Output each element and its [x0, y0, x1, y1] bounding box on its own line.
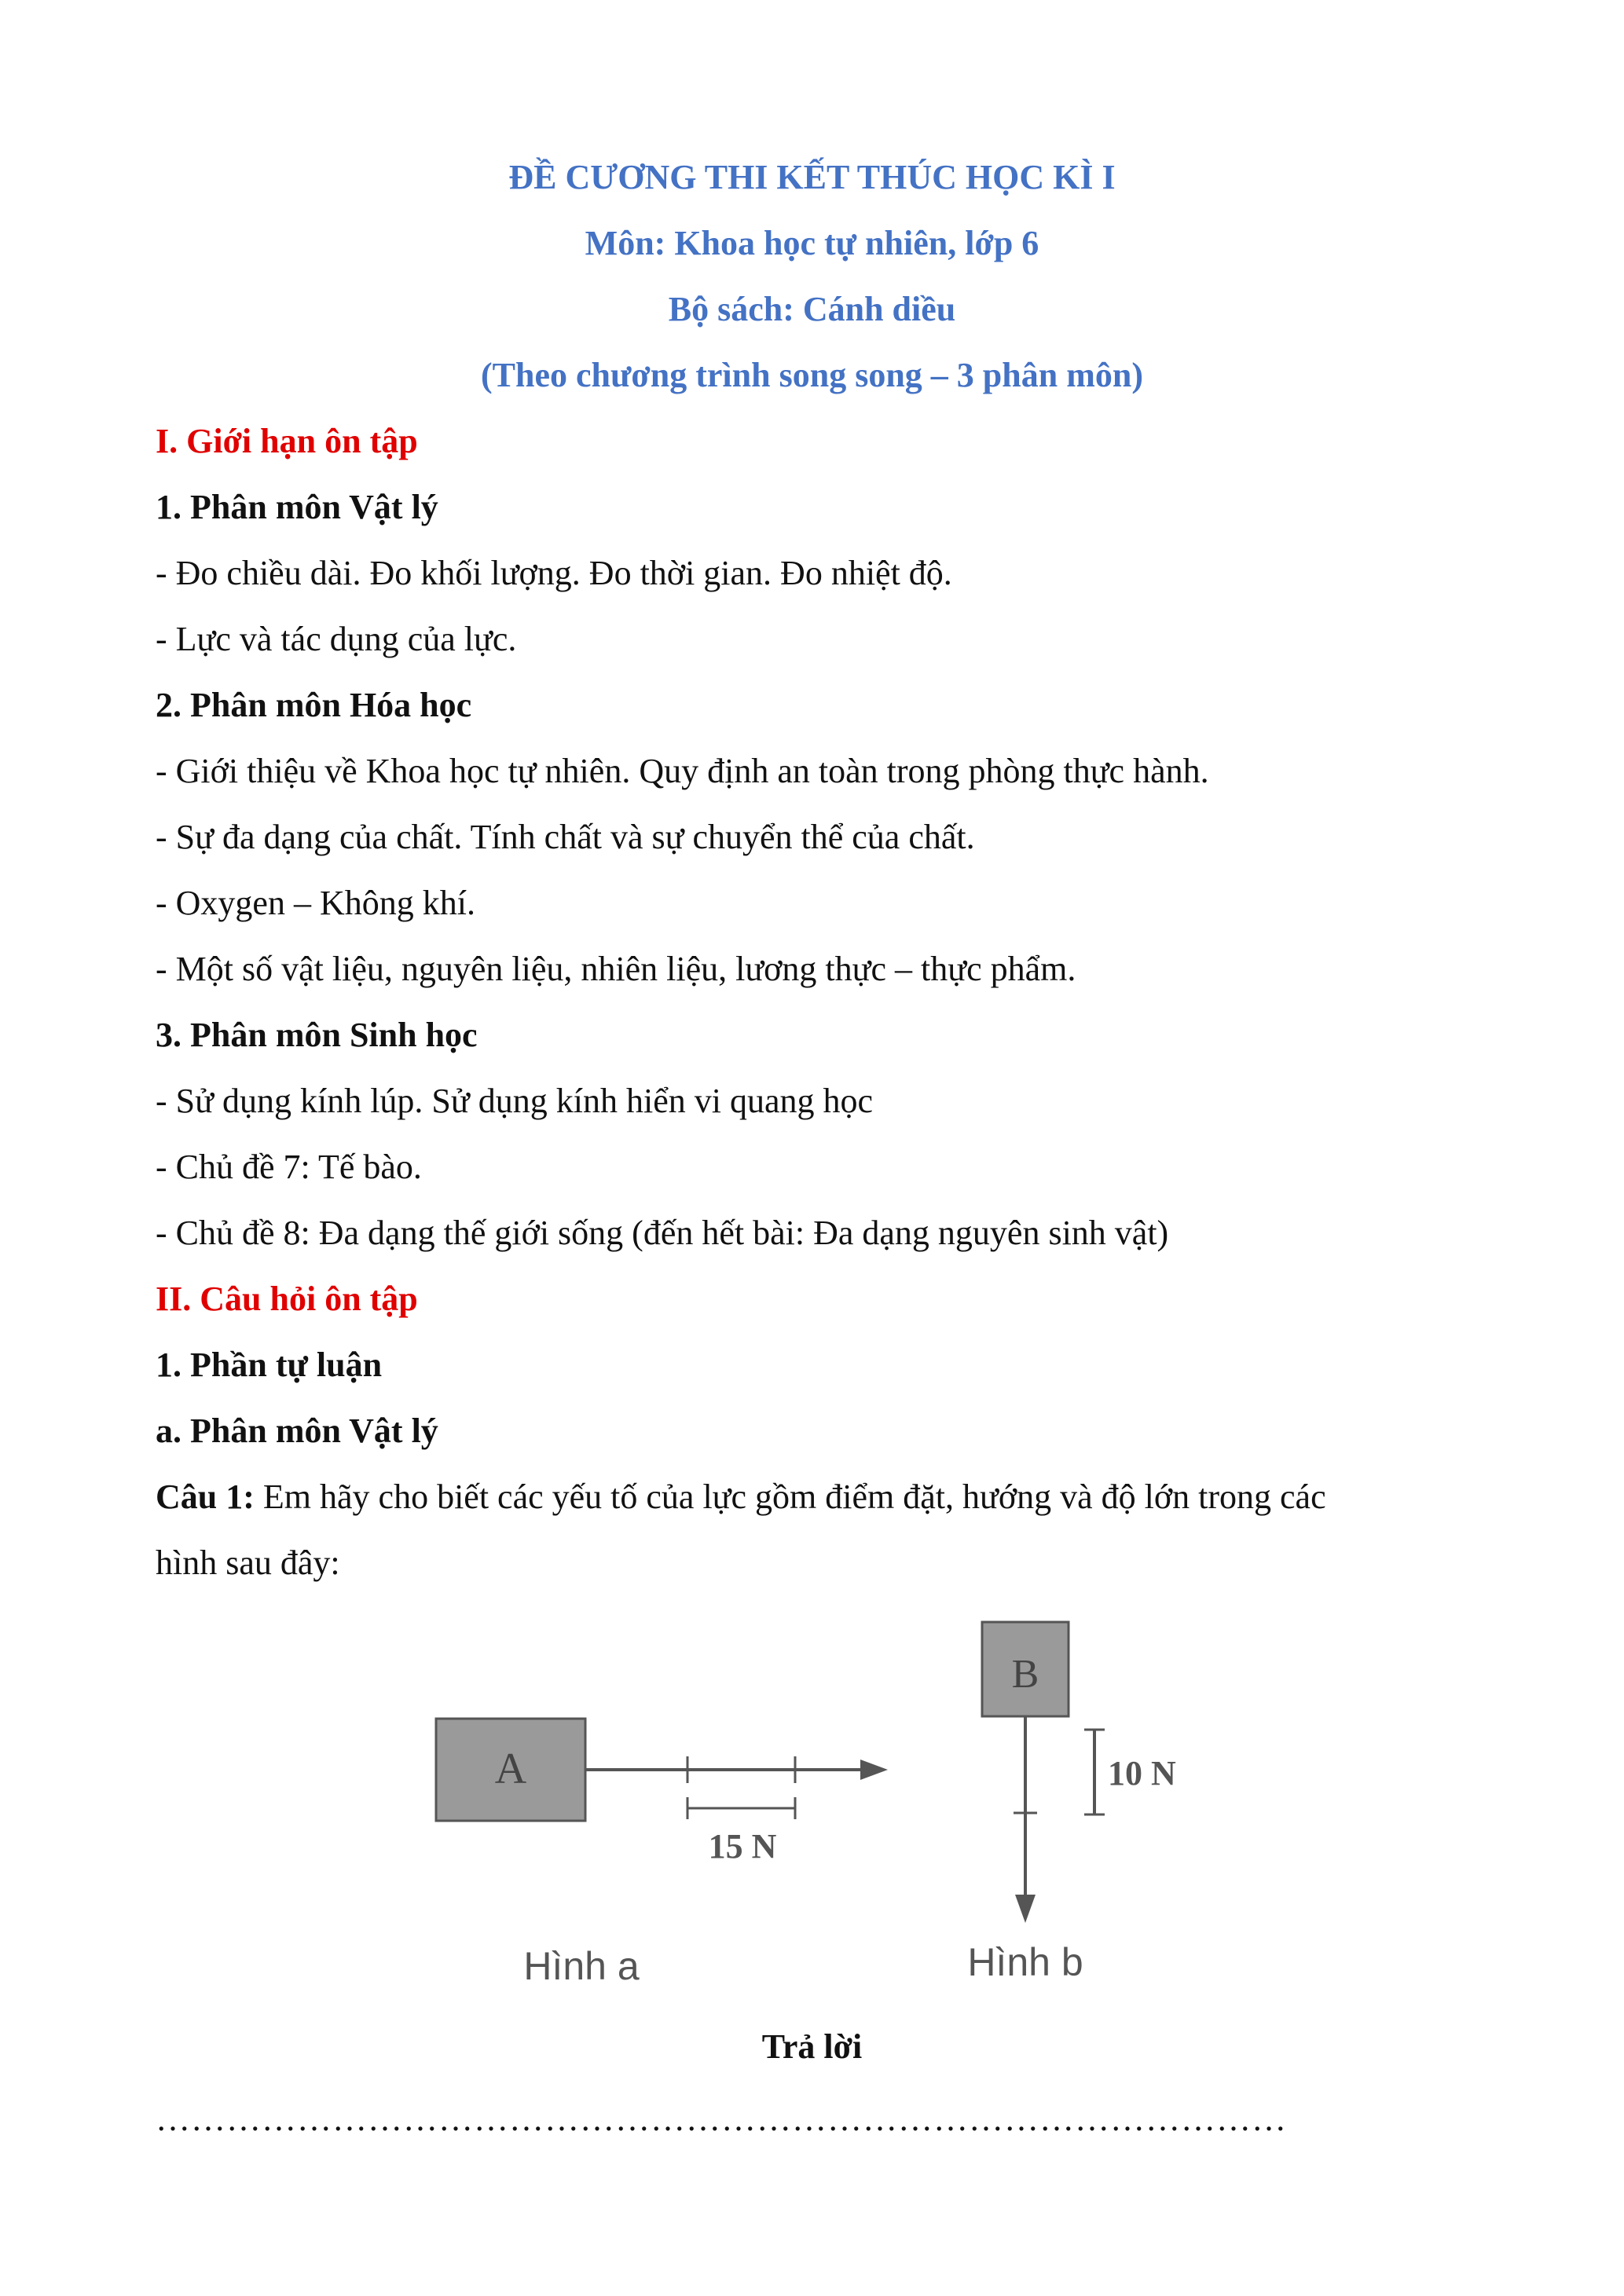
list-item: - Chủ đề 8: Đa dạng thế giới sống (đến hết bài: Đa dạng nguyên sinh vật) [156, 1214, 1169, 1252]
list-item: - Lực và tác dụng của lực. [156, 620, 517, 658]
question-text: Em hãy cho biết các yếu tố của lực gồm điểm đặt, hướng và độ lớn trong các [254, 1478, 1326, 1516]
book-line: Bộ sách: Cánh diều [668, 290, 956, 328]
scale-label-b: 10 N [1108, 1754, 1176, 1792]
question-1 [156, 1477, 1326, 1518]
list-item: - Đo chiều dài. Đo khối lượng. Đo thời gian. Đo nhiệt độ. [156, 554, 952, 592]
list-item: - Sử dụng kính lúp. Sử dụng kính hiển vi quang học [156, 1082, 873, 1120]
list-item: - Oxygen – Không khí. [156, 884, 475, 922]
chemistry-heading: 2. Phân môn Hóa học [156, 686, 472, 724]
question-1-continued: hình sau đây: [156, 1543, 340, 1582]
box-a-label: A [494, 1745, 527, 1793]
document-title: ĐỀ CƯƠNG THI KẾT THÚC HỌC KÌ I [508, 158, 1116, 196]
list-item: - Giới thiệu về Khoa học tự nhiên. Quy định an toàn trong phòng thực hành. [156, 752, 1209, 790]
box-b-label: B [1011, 1652, 1039, 1697]
caption-b: Hình b [967, 1940, 1083, 1984]
answer-line: …………………………………………………………………………………… [156, 2100, 1287, 2138]
force-diagram-figure [424, 1602, 1210, 2011]
caption-a: Hình a [523, 1944, 640, 1988]
question-label: Câu 1: [156, 1478, 255, 1516]
force-diagram [424, 1602, 1210, 2011]
physics-heading: 1. Phân môn Vật lý [156, 488, 438, 526]
list-item: - Chủ đề 7: Tế bào. [156, 1148, 422, 1186]
subject-line: Môn: Khoa học tự nhiên, lớp 6 [585, 224, 1039, 262]
list-item: - Sự đa dạng của chất. Tính chất và sự chuyển thể của chất. [156, 818, 975, 856]
section2-heading: II. Câu hỏi ôn tập [156, 1280, 418, 1318]
section1-heading: I. Giới hạn ôn tập [156, 422, 418, 460]
answer-label: Trả lời [761, 2027, 863, 2066]
arrowhead-a [860, 1760, 888, 1780]
list-item: - Một số vật liệu, nguyên liệu, nhiên liệu, lương thực – thực phẩm. [156, 950, 1076, 988]
subpart-heading: a. Phân môn Vật lý [156, 1412, 438, 1450]
biology-heading: 3. Phân môn Sinh học [156, 1016, 478, 1054]
scale-label-a: 15 N [708, 1827, 777, 1866]
part1-heading: 1. Phần tự luận [156, 1346, 383, 1384]
program-line: (Theo chương trình song song – 3 phân môn) [481, 356, 1143, 394]
arrowhead-b [1015, 1895, 1036, 1923]
